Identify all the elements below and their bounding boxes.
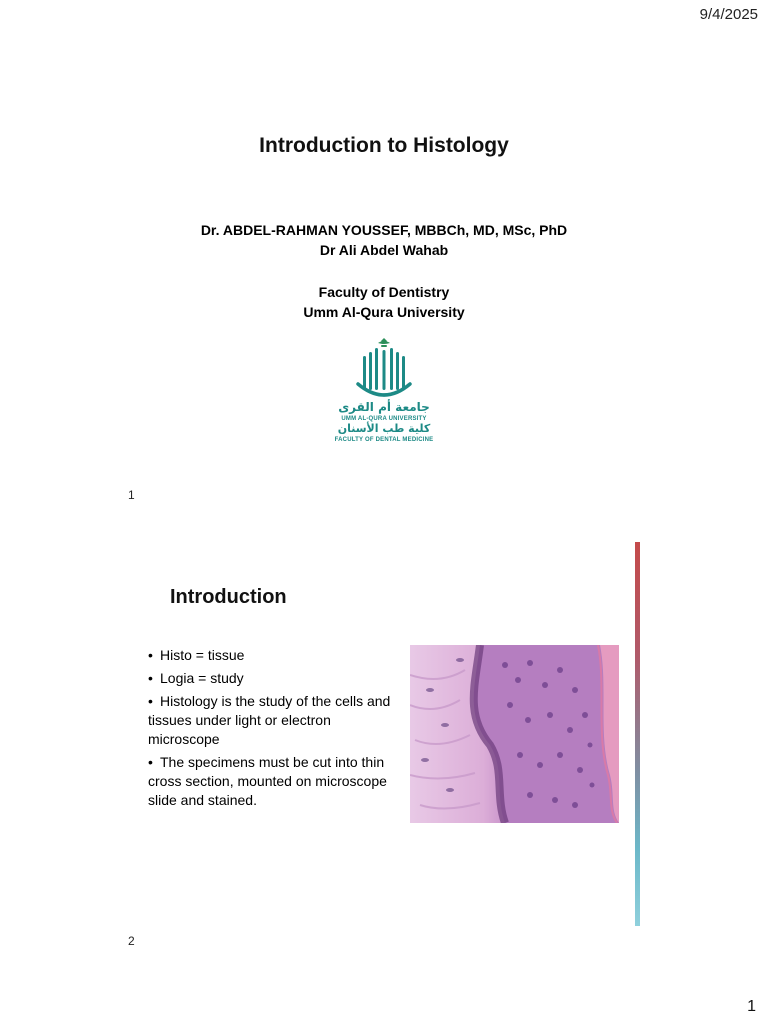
- university-name: Umm Al-Qura University: [303, 304, 465, 320]
- author-list: [128, 220, 640, 260]
- bullet-list: [148, 646, 393, 814]
- bullet-item: • The specimens must be cut into thin cross section, mounted on microscope slide and stained.: [148, 753, 393, 810]
- slide-1: [128, 110, 640, 502]
- slide-1-number: 1: [128, 488, 135, 502]
- logo-arabic-university: جامعة أم القرى: [338, 400, 430, 414]
- affiliation: [128, 282, 640, 322]
- logo-emblem-icon: [326, 334, 442, 402]
- author-2: Dr Ali Abdel Wahab: [319, 242, 449, 258]
- print-date: 9/4/2025: [699, 6, 758, 23]
- umm-al-qura-university-logo-icon: [326, 334, 442, 444]
- histology-micrograph-image: [410, 645, 619, 823]
- logo-english-faculty: FACULTY OF DENTAL MEDICINE: [334, 437, 434, 443]
- bullet-item: • Logia = study: [148, 669, 393, 688]
- logo-arabic-faculty: كلية طب الأسنان: [337, 422, 431, 435]
- slide-2-number: 2: [128, 934, 135, 948]
- logo-english-university: UMM AL-QURA UNIVERSITY: [341, 416, 427, 422]
- bullet-item: • Histo = tissue: [148, 646, 393, 665]
- slide-1-title: Introduction to Histology: [259, 134, 509, 157]
- slide-2: [128, 542, 640, 948]
- author-1: Dr. ABDEL-RAHMAN YOUSSEF, MBBCh, MD, MSc, PhD: [200, 222, 568, 238]
- page-number: 1: [747, 998, 756, 1015]
- accent-bar: [635, 542, 640, 926]
- faculty-name: Faculty of Dentistry: [318, 284, 450, 300]
- bullet-item: • Histology is the study of the cells and tissues under light or electron microscope: [148, 692, 393, 749]
- slide-2-title: Introduction: [170, 586, 287, 608]
